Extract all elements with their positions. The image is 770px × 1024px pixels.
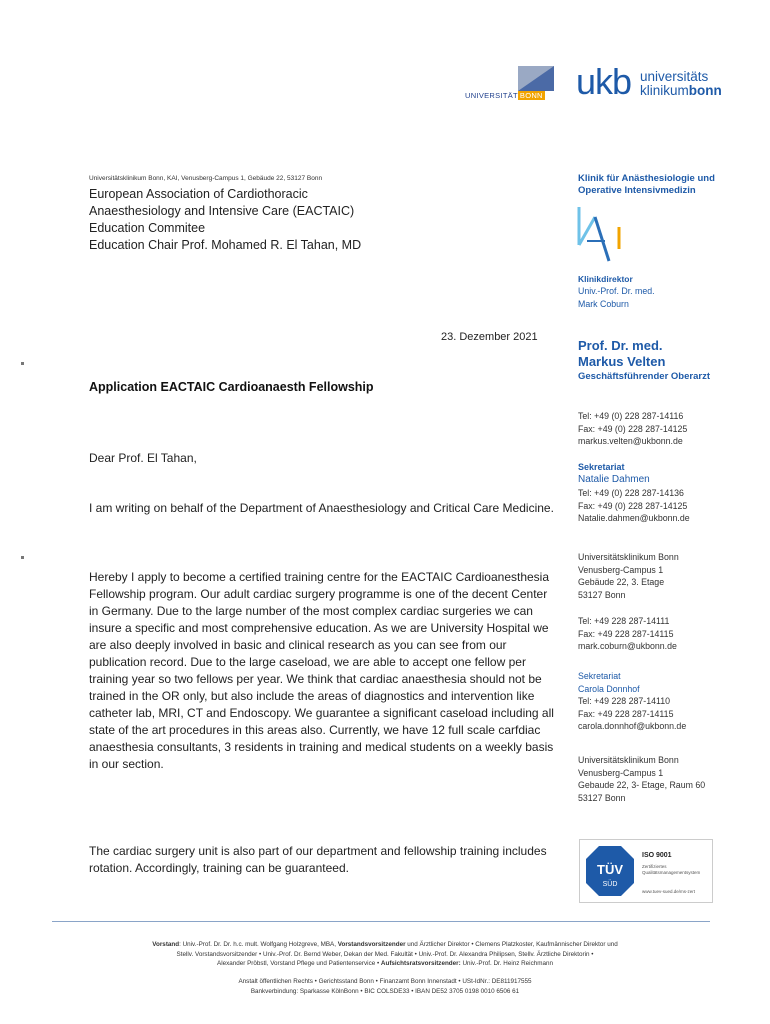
secretariat-2-block: Sekretariat Carola Donnhof Tel: +49 228 287-14110 Fax: +49 228 287-14115 carola.donnhof@ukbonn.de xyxy=(578,671,687,731)
salutation: Dear Prof. El Tahan, xyxy=(89,451,197,465)
sud-label: SÜD xyxy=(602,881,618,888)
fold-mark xyxy=(21,556,24,559)
director-contact-block: Tel: +49 228 287-14111 Fax: +49 228 287-14115 mark.coburn@ukbonn.de xyxy=(578,616,677,651)
clinic-name: Klinik für Anästhesiologie und Operative Intensivmedizin xyxy=(578,173,715,196)
tuv-octagon-icon xyxy=(584,844,636,898)
fold-mark xyxy=(21,362,24,365)
kai-logo xyxy=(575,205,627,263)
footer-divider xyxy=(52,921,710,922)
contact-role: Geschäftsführender Oberarzt xyxy=(578,371,710,382)
contact-details: Tel: +49 (0) 228 287-14116 Fax: +49 (0) 228 287-14125 markus.velten@ukbonn.de xyxy=(578,411,688,446)
tuv-label: TÜV xyxy=(597,862,623,877)
letter-date: 23. Dezember 2021 xyxy=(441,331,538,343)
letter-subject: Application EACTAIC Cardioanaesth Fellowship xyxy=(89,380,374,394)
ukb-logo-mark: ukb xyxy=(576,61,632,102)
body-paragraph: The cardiac surgery unit is also part of our department and fellowship training includes rotation. Accordingly, training can be guaranteed. xyxy=(89,844,547,875)
footer-legal: Anstalt öffentlichen Rechts • Gerichtsstand Bonn • Finanzamt Bonn Innenstadt • USt-IdNr.: DE811917555 Bankverbindung: Sparkasse KölnBonn • BIC COLSDE33 • IBAN DE52 3705 0198 0010 6506 61 xyxy=(238,978,532,995)
sender-address-line: Universitätsklinikum Bonn, KAI, Venusberg-Campus 1, Gebäude 22, 53127 Bonn xyxy=(89,175,323,182)
address-block-2: Universitätsklinikum Bonn Venusberg-Campus 1 Gebaude 22, 3- Etage, Raum 60 53127 Bonn xyxy=(578,755,706,803)
contact-name: Prof. Dr. med. Markus Velten xyxy=(578,338,666,369)
secretariat-block: Sekretariat Natalie Dahmen Tel: +49 (0) 228 287-14136 Fax: +49 (0) 228 287-14125 Natalie.dahmen@ukbonn.de xyxy=(578,462,690,523)
body-paragraph: Hereby I apply to become a certified training centre for the EACTAIC Cardioanesthesia Fellowship program. Our adult cardiac surgery programme is one of the decent Center in Germany. Due to the large number of the most complex cardiac surgeries we can insure a specific and most comprehensive education. As we are University Hospital we are also deeply involved in basic and clinical research as you can see from our publication record. Due to the large caseload, we are able to accept one fellow per training year so two fellows per year. We think that cardiac anaesthesia should not be trained in the OR only, but also include the areas of diagnostics and intervention like catheter lab, MRI, CT and Endoscopy. We guarantee a significant caseload including all state of the art procedures in this areas also. Currently, we have 12 full scale carfdiac anaesthesia consultants, 3 residents in training and medical students on a weekly basis in our section. xyxy=(89,570,554,771)
body-paragraph: I am writing on behalf of the Department of Anaesthesiology and Critical Care Medicine. xyxy=(89,501,554,515)
footer-board: Vorstand: Univ.-Prof. Dr. Dr. h.c. mult. Wolfgang Holzgreve, MBA, Vorstandsvorsitzender und Ärztlicher Direktor • Clemens Platzkoster, Kaufmännischer Direktor und Stellv. Vorstandsvorsitzender • Univ.-Prof. Dr. Bernd Weber, Dekan der Med. Fakultät • Univ.-Prof. Dr. Alexandra Philipsen, Stellv. Ärztliche Direktorin • Alexander Pröbstl, Vorstand Pflege und Patientenservice • Aufsichtsratsvorsitzender: Univ.-Prof. Dr. Heinz Reichmann xyxy=(152,941,618,967)
recipient-address: European Association of Cardiothoracic Anaesthesiology and Intensive Care (EACTAIC) Education Commitee Education Chair Prof. Mohamed R. El Tahan, MD xyxy=(89,187,362,252)
ukb-logo-text: universitäts klinikumbonn xyxy=(640,69,722,98)
director-block: Klinikdirektor Univ.-Prof. Dr. med. Mark Coburn xyxy=(578,274,655,309)
tuv-certificate-badge: TÜV SÜD ISO 9001 Zertifiziertes Qualitätsmanagementsystem www.tuev-sued.de/ms-zert xyxy=(579,839,713,903)
address-block: Universitätsklinikum Bonn Venusberg-Campus 1 Gebäude 22, 3. Etage 53127 Bonn xyxy=(578,552,679,600)
universitaet-bonn-wordmark: UNIVERSITÄT BONN xyxy=(465,91,543,100)
